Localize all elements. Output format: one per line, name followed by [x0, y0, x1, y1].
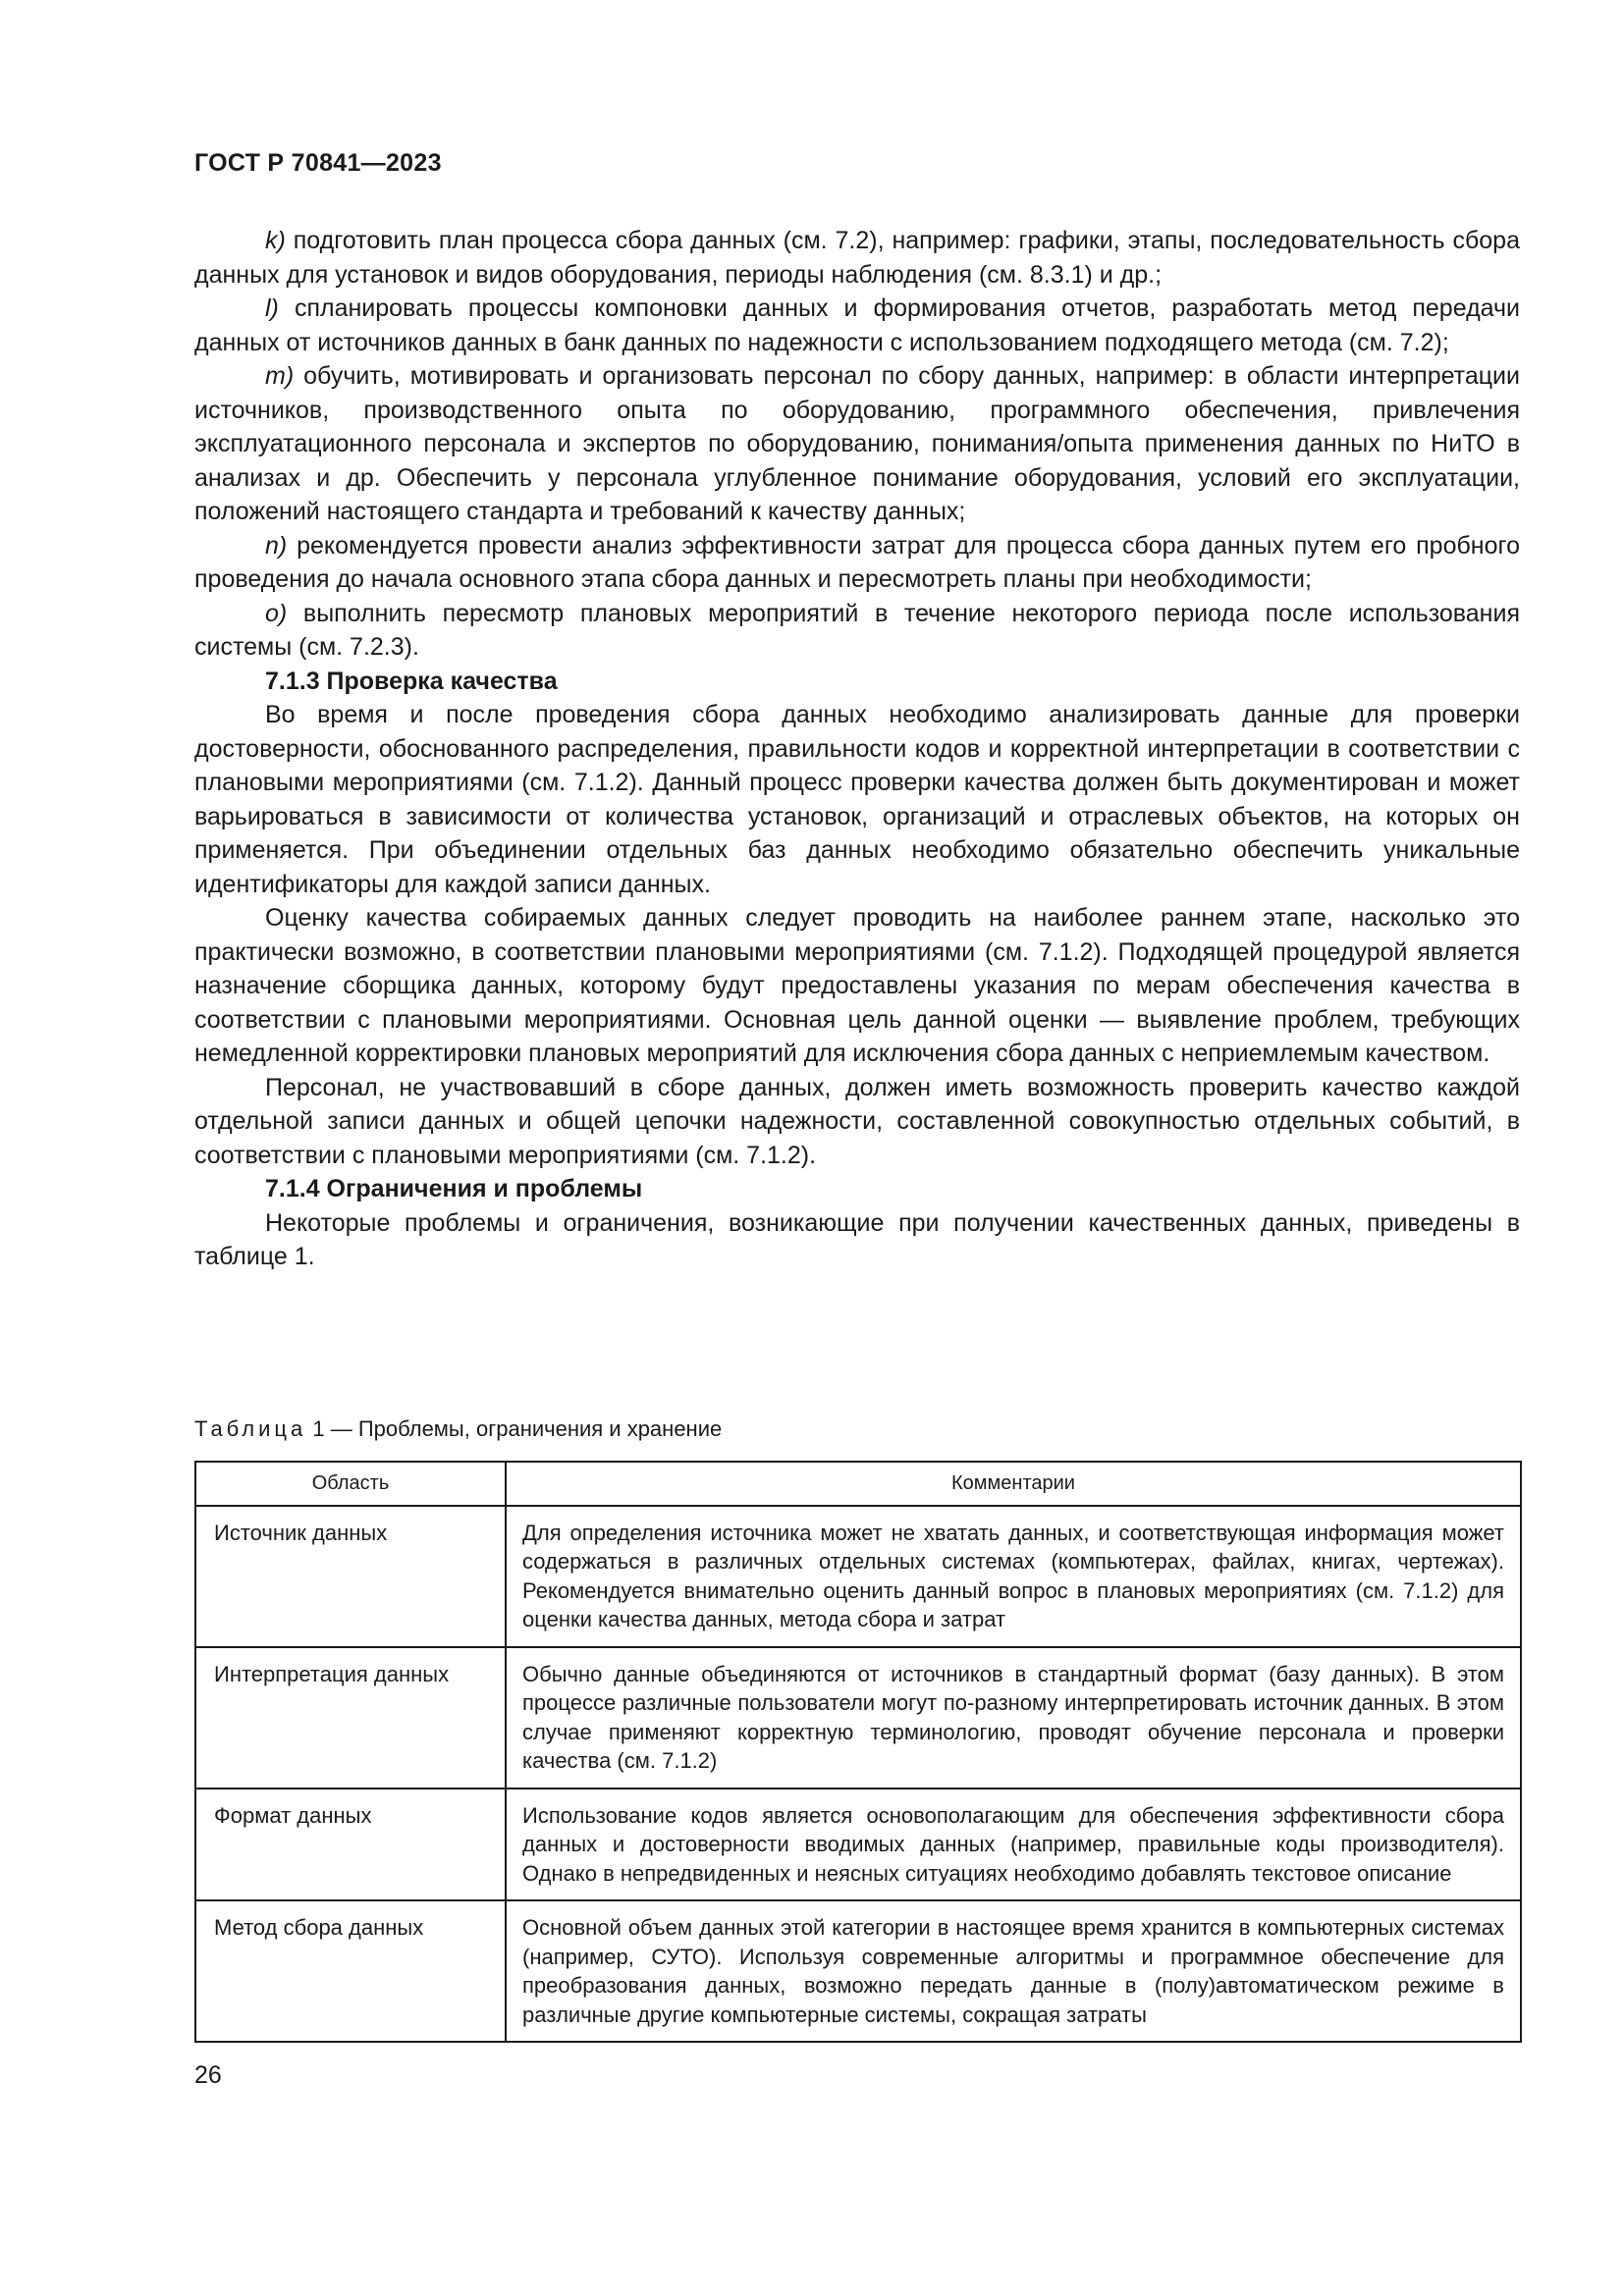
table-caption	[194, 1416, 722, 1442]
list-marker: k)	[265, 227, 286, 254]
list-item-k	[194, 224, 1520, 292]
cell-comment: Для определения источника может не хватать данных, и соответствующая информация может содержаться в различных отдельных системах (компьютерах, файлах, книгах, чертежах). Рекомендуется внимательно оценить данный вопрос в плановых мероприятиях (см. 7.1.2) для оценки качества данных, метода сбора и затрат	[506, 1506, 1521, 1647]
list-item-text: спланировать процессы компоновки данных и формирования отчетов, разработать метод передачи данных от источников данных в банк данных по надежности с использованием подходящего метода (см. 7.2);	[194, 294, 1520, 356]
list-item-l	[194, 292, 1520, 359]
list-item-m	[194, 359, 1520, 529]
body-text	[194, 224, 1520, 1274]
cell-area: Источник данных	[195, 1506, 506, 1647]
page-number: 26	[194, 2061, 222, 2089]
section-heading-7-1-3: 7.1.3 Проверка качества	[265, 667, 558, 695]
list-marker: l)	[265, 294, 279, 322]
paragraph: Некоторые проблемы и ограничения, возникающие при получении качественных данных, приведены в таблице 1.	[194, 1208, 1520, 1270]
table-caption-label: Таблица	[194, 1416, 307, 1441]
table-header-row	[195, 1462, 1521, 1506]
table-row	[195, 1900, 1521, 2042]
paragraph: Персонал, не участвовавший в сборе данных, должен иметь возможность проверить качество каждой отдельной записи данных и общей цепочки надежности, составленной совокупностью отдельных событий, в соответствии с плановыми мероприятиями (см. 7.1.2).	[194, 1073, 1520, 1169]
list-item-text: выполнить пересмотр плановых мероприятий в течение некоторого периода после использования системы (см. 7.2.3).	[194, 599, 1520, 661]
cell-comment: Обычно данные объединяются от источников в стандартный формат (базу данных). В этом процессе различные пользователи могут по-разному интерпретировать источник данных. В этом случае применяют корректную терминологию, проводят обучение персонала и проверки качества (см. 7.1.2)	[506, 1647, 1521, 1789]
section-heading-7-1-4: 7.1.4 Ограничения и проблемы	[265, 1175, 643, 1202]
table-row	[195, 1789, 1521, 1901]
list-marker: o)	[265, 599, 288, 627]
cell-comment: Использование кодов является основополагающим для обеспечения эффективности сбора данных и достоверности вводимых данных (например, правильные коды производителя). Однако в непредвиденных и неясных ситуациях необходимо добавлять текстовое описание	[506, 1789, 1521, 1901]
paragraph: Во время и после проведения сбора данных необходимо анализировать данные для проверки достоверности, обоснованного распределения, правильности кодов и корректной интерпретации в соответствии с плановыми мероприятиями (см. 7.1.2). Данный процесс проверки качества должен быть документирован и может варьироваться в зависимости от количества установок, организаций и отраслевых объектов, на которых он применяется. При объединении отдельных баз данных необходимо обязательно обеспечить уникальные идентификаторы для каждой записи данных.	[194, 701, 1520, 898]
cell-area: Интерпретация данных	[195, 1647, 506, 1789]
table-row	[195, 1647, 1521, 1789]
cell-area: Метод сбора данных	[195, 1900, 506, 2042]
list-marker: m)	[265, 362, 295, 390]
table-caption-title: 1 — Проблемы, ограничения и хранение	[306, 1416, 723, 1441]
paragraph: Оценку качества собираемых данных следует проводить на наиболее раннем этапе, насколько это практически возможно, в соответствии плановыми мероприятиями (см. 7.1.2). Подходящей процедурой является назначение сборщика данных, которому будут предоставлены указания по мерам обеспечения качества в соответствии с плановыми мероприятиями. Основная цель данной оценки — выявление проблем, требующих немедленной корректировки плановых мероприятий для исключения сбора данных с неприемлемым качеством.	[194, 904, 1520, 1067]
cell-comment: Основной объем данных этой категории в настоящее время хранится в компьютерных системах (например, СУТО). Используя современные алгоритмы и программное обеспечение для преобразования данных, возможно передать данные в (полу)автоматическом режиме в различные другие компьютерные системы, сокращая затраты	[506, 1900, 1521, 2042]
list-item-text: обучить, мотивировать и организовать персонал по сбору данных, например: в области интерпретации источников, производственного опыта по оборудованию, программного обеспечения, привлечения эксплуатационного персонала и экспертов по оборудованию, понимания/опыта применения данных по НиТО в анализах и др. Обеспечить у персонала углубленное понимание оборудования, условий его эксплуатации, положений настоящего стандарта и требований к качеству данных;	[194, 362, 1520, 525]
list-item-text: подготовить план процесса сбора данных (см. 7.2), например: графики, этапы, последовательность сбора данных для установок и видов оборудования, периоды наблюдения (см. 8.3.1) и др.;	[194, 227, 1520, 289]
list-marker: n)	[265, 531, 288, 560]
table-row	[195, 1506, 1521, 1647]
cell-area: Формат данных	[195, 1789, 506, 1901]
column-header-comments: Комментарии	[506, 1462, 1521, 1506]
list-item-n	[194, 529, 1520, 597]
document-header: ГОСТ Р 70841—2023	[194, 149, 442, 177]
problems-table	[194, 1461, 1522, 2043]
list-item-text: рекомендуется провести анализ эффективности затрат для процесса сбора данных путем его пробного проведения до начала основного этапа сбора данных и пересмотреть планы при необходимости;	[194, 531, 1520, 593]
list-item-o	[194, 597, 1520, 665]
column-header-area: Область	[195, 1462, 506, 1506]
